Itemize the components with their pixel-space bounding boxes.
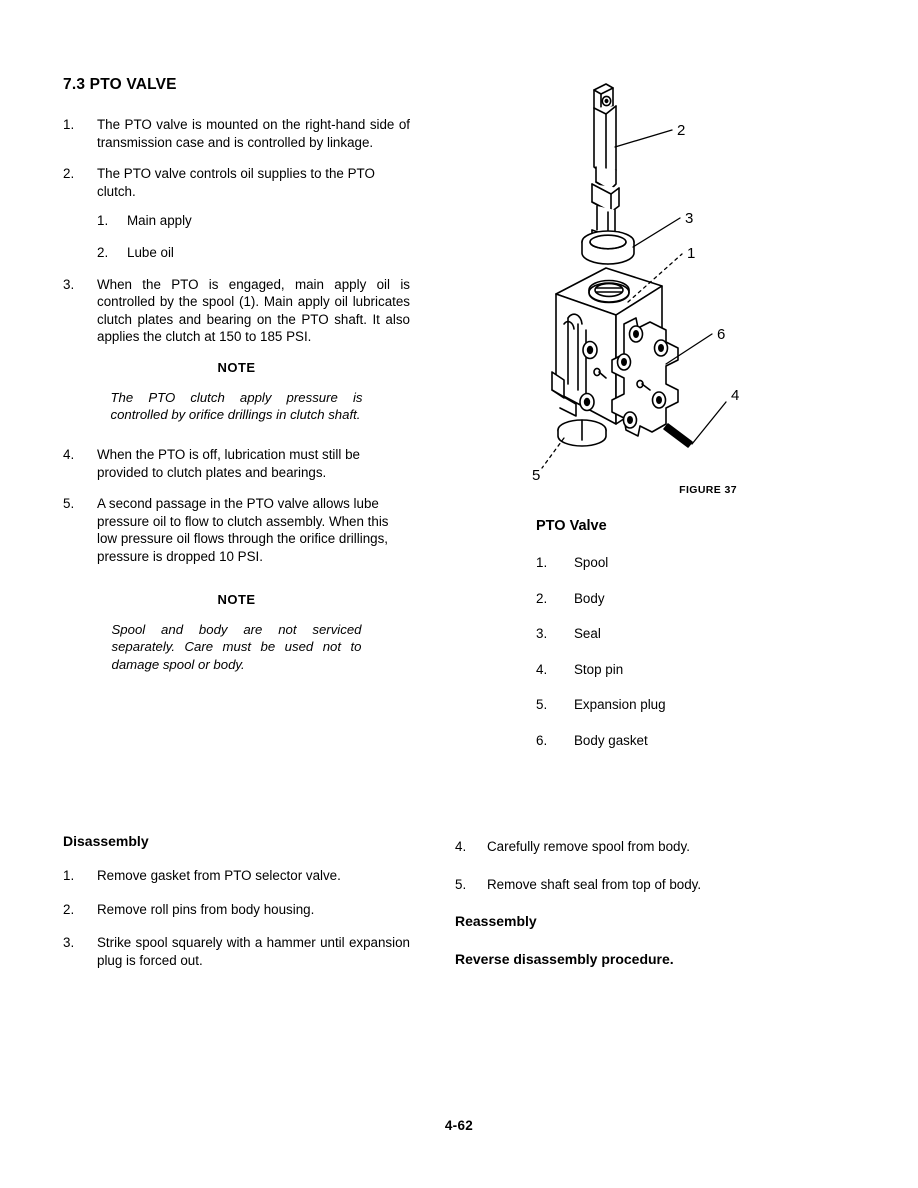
note-body: The PTO clutch apply pressure is controlled by orifice drillings in clutch shaft. — [110, 389, 363, 423]
list-item-number: 6. — [536, 732, 548, 748]
list-item-number: 1. — [63, 117, 75, 132]
list-item — [536, 661, 826, 679]
list-item-number: 1. — [536, 555, 548, 570]
list-item-number: 1. — [97, 213, 109, 229]
list-item-text: Body gasket — [574, 732, 648, 748]
list-item — [63, 446, 410, 481]
parts-list — [536, 518, 826, 768]
list-item — [63, 867, 410, 885]
left-text-column — [63, 76, 410, 695]
list-item — [97, 212, 410, 230]
list-item-number: 2. — [97, 244, 109, 260]
list-item-number: 4. — [455, 839, 467, 854]
list-item-number: 5. — [63, 496, 75, 512]
list-item — [455, 876, 785, 894]
parts-list-items — [536, 554, 826, 750]
note-title: NOTE — [217, 359, 256, 375]
figure-callout-1: 1 — [687, 245, 696, 262]
list-item — [455, 838, 785, 856]
note-block-2 — [63, 592, 410, 674]
list-item-text: The PTO valve controls oil supplies to the PTO clutch. — [97, 166, 375, 199]
list-item-text: When the PTO is off, lubrication must still be provided to clutch plates and bearings. — [97, 446, 360, 480]
disassembly-steps — [63, 867, 410, 969]
list-item — [536, 696, 826, 714]
list-item-number: 5. — [455, 876, 467, 892]
figure-callout-3: 3 — [685, 210, 694, 227]
figure-exploded-view — [520, 72, 850, 502]
list-item-number: 3. — [536, 626, 548, 642]
list-item-number: 2. — [63, 166, 75, 182]
list-item-text: A second passage in the PTO valve allows lube pressure oil to flow to clutch assembly. When this low pressure oil flows through the orifice drillings, pressure is dropped 10 PSI. — [97, 496, 389, 564]
list-item-text: Spool — [574, 555, 609, 570]
list-item — [63, 901, 410, 919]
list-item — [97, 244, 410, 262]
item3-list — [63, 276, 410, 346]
list-item-number: 5. — [536, 697, 548, 713]
list-item-number: 2. — [536, 590, 548, 606]
list-item — [536, 625, 826, 643]
pto-valve-diagram — [520, 72, 850, 502]
figure-callout-4: 4 — [731, 387, 740, 404]
list-item-text: Strike spool squarely with a hammer until expansion plug is forced out. — [97, 935, 410, 968]
note-block-1 — [63, 360, 410, 424]
note-title: NOTE — [217, 591, 256, 607]
disassembly-steps-continued — [455, 838, 785, 893]
list-item-text: Carefully remove spool from body. — [487, 839, 690, 854]
list-item-text: Expansion plug — [574, 697, 666, 713]
list-item-number: 4. — [536, 661, 548, 677]
list-item — [63, 116, 410, 151]
list-item-number: 2. — [63, 901, 75, 917]
list-item-number: 3. — [63, 276, 75, 292]
disassembly-section — [63, 833, 410, 985]
list-item-text: Main apply — [127, 213, 192, 229]
list-item — [63, 276, 410, 346]
list-item — [536, 554, 826, 572]
figure-callout-2: 2 — [677, 122, 686, 139]
items-after-note1 — [63, 446, 410, 566]
list-item-text: Remove shaft seal from top of body. — [487, 876, 702, 892]
list-item — [63, 934, 410, 969]
list-item-number: 1. — [63, 868, 75, 883]
list-item-text: Seal — [574, 626, 601, 642]
list-item-text: Body — [574, 590, 605, 606]
list-item-text: Remove gasket from PTO selector valve. — [97, 868, 341, 883]
note-body: Spool and body are not serviced separately. Care must be used not to damage spool or body. — [111, 621, 362, 672]
list-item — [536, 732, 826, 750]
list-item-number: 3. — [63, 935, 75, 951]
list-item-text: When the PTO is engaged, main apply oil is controlled by the spool (1). Main apply oil lubricates clutch plates and bearing on the PTO shaft. It also applies the clutch at 150 to 185 PSI. — [97, 276, 410, 345]
list-item — [536, 590, 826, 608]
list-item-text: The PTO valve is mounted on the right-hand side of transmission case and is controlled by linkage. — [97, 117, 410, 150]
figure-callout-5: 5 — [532, 467, 541, 484]
reassembly-text: Reverse disassembly procedure. — [455, 951, 674, 968]
parts-list-title: PTO Valve — [536, 518, 607, 534]
disassembly-heading: Disassembly — [63, 833, 149, 849]
list-item-text: Stop pin — [574, 661, 624, 677]
list-item — [63, 165, 410, 200]
list-item — [63, 495, 410, 565]
disassembly-continued-section — [455, 838, 785, 967]
list-item-text: Lube oil — [127, 244, 174, 260]
list-item-number: 4. — [63, 446, 75, 462]
reassembly-heading: Reassembly — [455, 913, 537, 930]
page-number: 4-62 — [444, 1118, 474, 1133]
oil-supply-sublist — [97, 212, 410, 261]
figure-callout-6: 6 — [717, 326, 726, 343]
section-heading: 7.3 PTO VALVE — [63, 76, 177, 93]
figure-caption: FIGURE 37 — [679, 484, 737, 496]
intro-list — [63, 116, 410, 200]
list-item-text: Remove roll pins from body housing. — [97, 901, 315, 917]
